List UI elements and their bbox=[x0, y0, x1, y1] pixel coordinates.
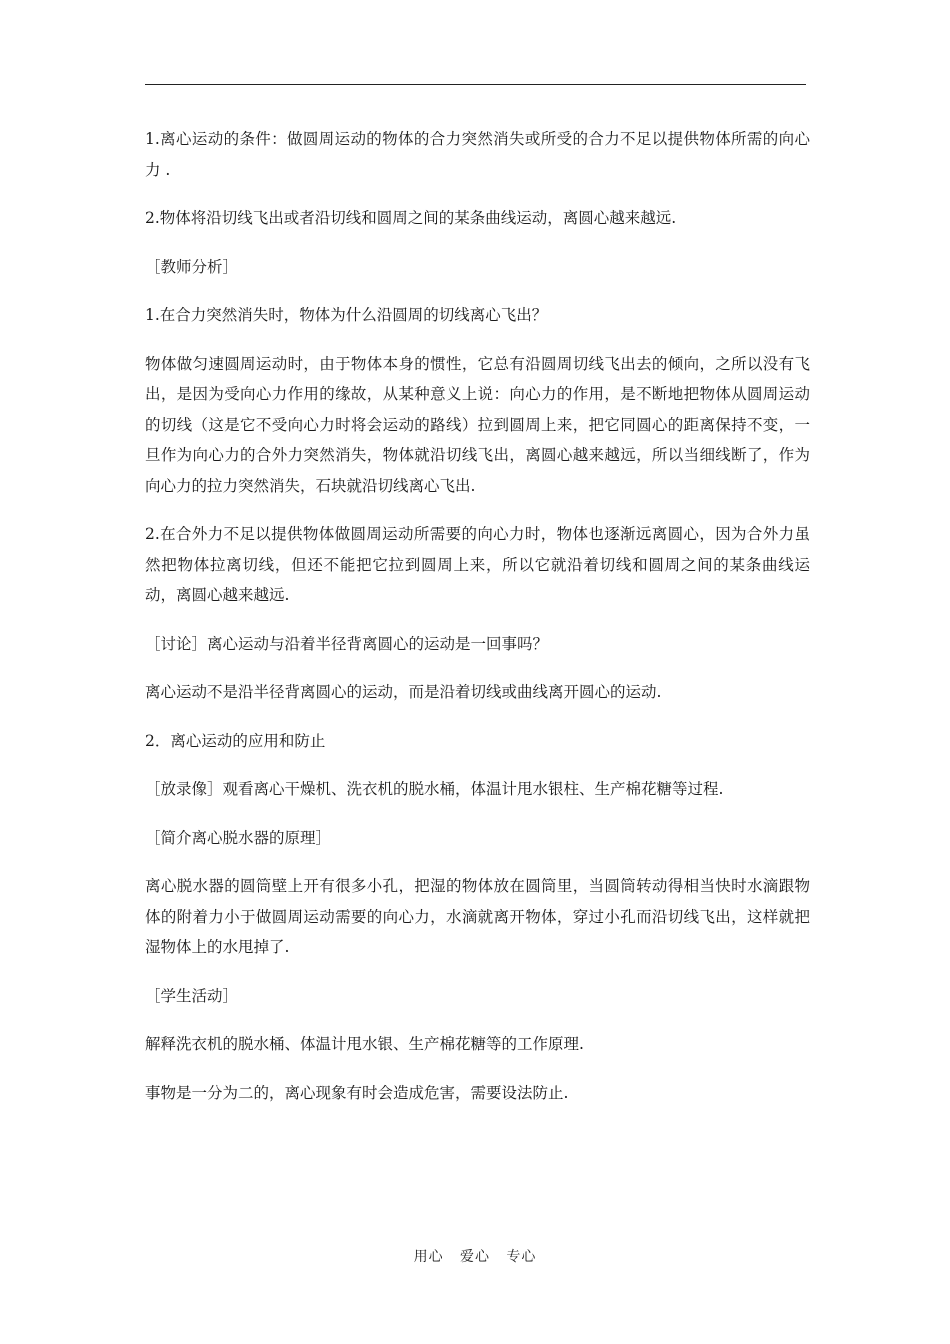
paragraph-question-1: 1.在合力突然消失时，物体为什么沿圆周的切线离心飞出？ bbox=[145, 306, 548, 324]
paragraph-condition: 1.离心运动的条件：做圆周运动的物体的合力突然消失或所受的合力不足以提供物体所需的向心力 . bbox=[145, 130, 810, 179]
document-body bbox=[145, 124, 810, 1126]
paragraph-video: ［放录像］观看离心干燥机、洗衣机的脱水桶，体温计甩水银柱、生产棉花糖等过程. bbox=[145, 780, 724, 798]
section-application: 2．离心运动的应用和防止 bbox=[145, 731, 326, 750]
page-footer: 用心 爱心 专心 bbox=[413, 1249, 537, 1265]
paragraph-explanation-2: 2.在合外力不足以提供物体做圆周运动所需要的向心力时，物体也逐渐远离圆心，因为合外力虽然把物体拉离切线，但还不能把它拉到圆周上来，所以它就沿着切线和圆周之间的某条曲线运动，离圆心越来越远. bbox=[145, 525, 810, 604]
header-rule bbox=[145, 84, 806, 85]
paragraph-discussion-answer: 离心运动不是沿半径背离圆心的运动，而是沿着切线或曲线离开圆心的运动. bbox=[145, 683, 662, 701]
paragraph-result: 2.物体将沿切线飞出或者沿切线和圆周之间的某条曲线运动，离圆心越来越远. bbox=[145, 209, 677, 227]
section-teacher-analysis: ［教师分析］ bbox=[145, 257, 239, 276]
paragraph-discussion: ［讨论］离心运动与沿着半径背离圆心的运动是一回事吗？ bbox=[145, 634, 549, 653]
paragraph-activity: 解释洗衣机的脱水桶、体温计甩水银、生产棉花糖等的工作原理. bbox=[145, 1035, 584, 1053]
paragraph-explanation-1: 物体做匀速圆周运动时，由于物体本身的惯性，它总有沿圆周切线飞出去的倾向，之所以没有飞出，是因为受向心力作用的缘故，从某种意义上说：向心力的作用，是不断地把物体从圆周运动的切线（这是它不受向心力时将会运动的路线）拉到圆周上来，把它同圆心的距离保持不变，一旦作为向心力的合外力突然消失，物体就沿切线飞出，离圆心越来越远，所以当细线断了，作为向心力的拉力突然消失，石块就沿切线离心飞出. bbox=[145, 354, 810, 495]
section-dehydrator-intro: ［简介离心脱水器的原理］ bbox=[145, 828, 332, 847]
paragraph-dehydrator: 离心脱水器的圆筒壁上开有很多小孔，把湿的物体放在圆筒里，当圆筒转动得相当快时水滴跟物体的附着力小于做圆周运动需要的向心力，水滴就离开物体，穿过小孔而沿切线飞出，这样就把湿物体上的水甩掉了. bbox=[145, 877, 810, 956]
paragraph-hazard: 事物是一分为二的，离心现象有时会造成危害，需要设法防止. bbox=[145, 1083, 569, 1102]
section-student-activity: ［学生活动］ bbox=[145, 986, 239, 1005]
